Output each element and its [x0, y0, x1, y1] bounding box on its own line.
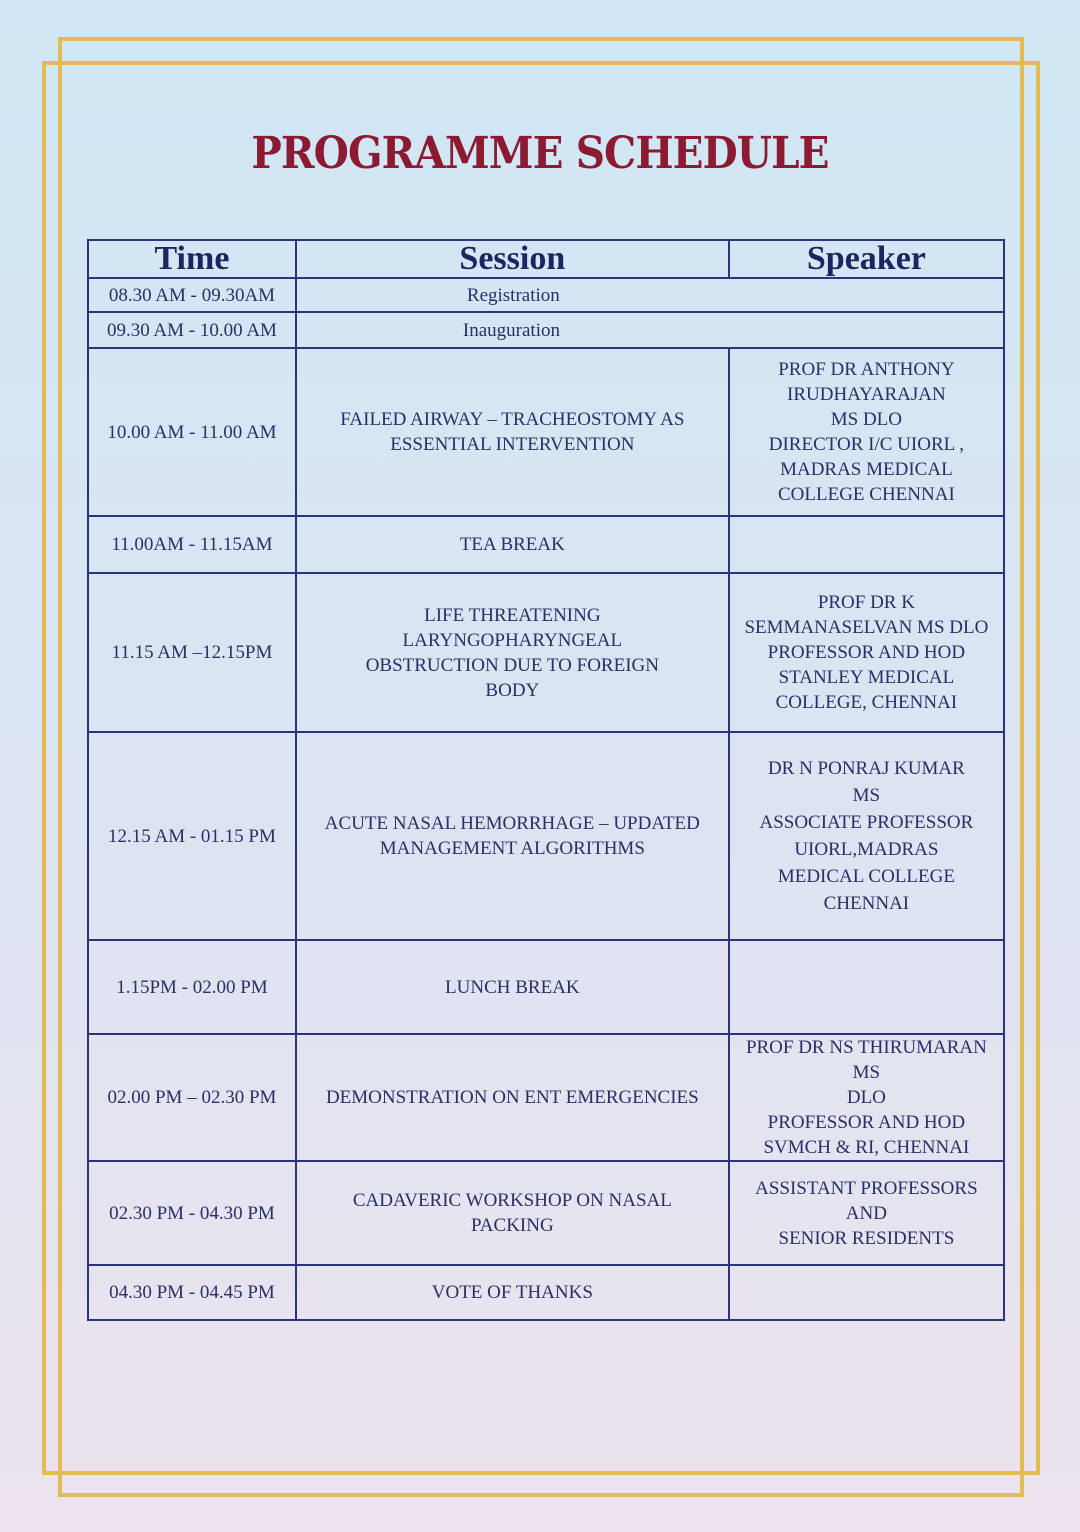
header-session: Session: [296, 240, 729, 278]
session-cell: LIFE THREATENING LARYNGOPHARYNGEAL OBSTRUCTION DUE TO FOREIGN BODY: [296, 573, 729, 732]
table-row: [88, 573, 1004, 732]
table-row: [88, 940, 1004, 1034]
session-cell: DEMONSTRATION ON ENT EMERGENCIES: [296, 1034, 729, 1161]
header-time: Time: [88, 240, 296, 278]
time-cell: 1.15PM - 02.00 PM: [88, 940, 296, 1034]
table-row: [88, 1161, 1004, 1265]
table-row: [88, 1265, 1004, 1320]
time-cell: 08.30 AM - 09.30AM: [88, 278, 296, 312]
time-cell: 02.30 PM - 04.30 PM: [88, 1161, 296, 1265]
header-row: [88, 240, 1004, 278]
speaker-cell: [729, 940, 1004, 1034]
time-cell: 04.30 PM - 04.45 PM: [88, 1265, 296, 1320]
speaker-cell: PROF DR K SEMMANASELVAN MS DLO PROFESSOR AND HOD STANLEY MEDICAL COLLEGE, CHENNAI: [729, 573, 1004, 732]
session-cell: TEA BREAK: [296, 516, 729, 573]
speaker-cell: [729, 1265, 1004, 1320]
table-row: [88, 516, 1004, 573]
table-row: [88, 348, 1004, 516]
table-row: [88, 278, 1004, 312]
session-cell: Inauguration: [296, 312, 1004, 348]
page-title: PROGRAMME SCHEDULE: [251, 128, 829, 179]
session-cell: LUNCH BREAK: [296, 940, 729, 1034]
schedule-table: [87, 239, 1005, 1321]
speaker-cell: PROF DR ANTHONY IRUDHAYARAJAN MS DLO DIRECTOR I/C UIORL , MADRAS MEDICAL COLLEGE CHENNAI: [729, 348, 1004, 516]
session-cell: Registration: [296, 278, 1004, 312]
speaker-cell: DR N PONRAJ KUMAR MS ASSOCIATE PROFESSOR UIORL,MADRAS MEDICAL COLLEGE CHENNAI: [729, 732, 1004, 940]
table-row: [88, 1034, 1004, 1161]
time-cell: 11.15 AM –12.15PM: [88, 573, 296, 732]
session-cell: ACUTE NASAL HEMORRHAGE – UPDATED MANAGEMENT ALGORITHMS: [296, 732, 729, 940]
session-cell: VOTE OF THANKS: [296, 1265, 729, 1320]
speaker-cell: ASSISTANT PROFESSORS AND SENIOR RESIDENTS: [729, 1161, 1004, 1265]
session-cell: CADAVERIC WORKSHOP ON NASAL PACKING: [296, 1161, 729, 1265]
time-cell: 12.15 AM - 01.15 PM: [88, 732, 296, 940]
table-row: [88, 732, 1004, 940]
table-row: [88, 312, 1004, 348]
session-cell: FAILED AIRWAY – TRACHEOSTOMY AS ESSENTIAL INTERVENTION: [296, 348, 729, 516]
header-speaker: Speaker: [729, 240, 1004, 278]
time-cell: 02.00 PM – 02.30 PM: [88, 1034, 296, 1161]
time-cell: 11.00AM - 11.15AM: [88, 516, 296, 573]
speaker-cell: PROF DR NS THIRUMARAN MS DLO PROFESSOR AND HOD SVMCH & RI, CHENNAI: [729, 1034, 1004, 1161]
time-cell: 09.30 AM - 10.00 AM: [88, 312, 296, 348]
speaker-cell: [729, 516, 1004, 573]
time-cell: 10.00 AM - 11.00 AM: [88, 348, 296, 516]
